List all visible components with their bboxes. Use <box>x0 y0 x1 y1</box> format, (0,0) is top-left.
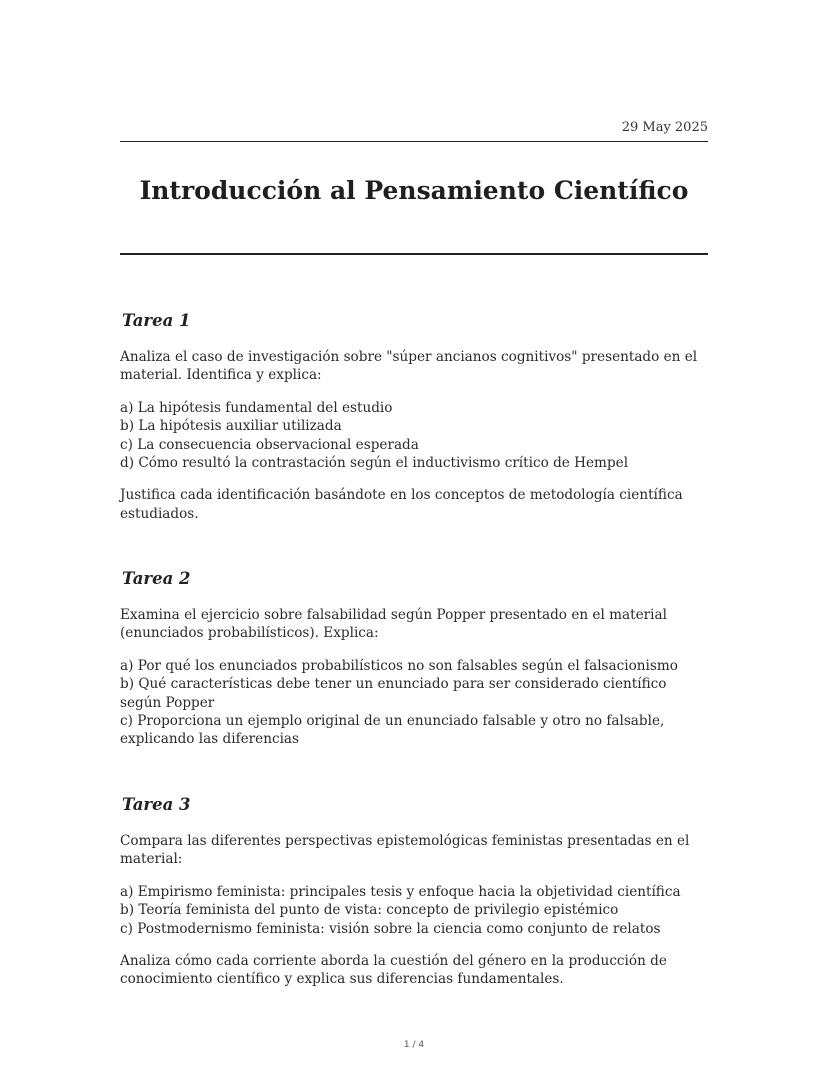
task-item: a) Por qué los enunciados probabilísticos no son falsables según el falsacionismo <box>120 657 678 674</box>
task-item: a) La hipótesis fundamental del estudio <box>120 399 393 416</box>
task-item-list <box>120 657 708 749</box>
task-item: a) Empirismo feminista: principales tesis y enfoque hacia la objetividad científica <box>120 883 681 900</box>
task-item: d) Cómo resultó la contrastación según el inductivismo crítico de Hempel <box>120 455 629 472</box>
task-closing: Justifica cada identificación basándote en los conceptos de metodología científica estudiados. <box>120 487 683 522</box>
task-intro: Analiza el caso de investigación sobre "súper ancianos cognitivos" presentado en el material. Identifica y explica: <box>120 349 698 384</box>
task-section-3 <box>120 794 708 1003</box>
document-page <box>120 0 708 1071</box>
task-intro: Examina el ejercicio sobre falsabilidad según Popper presentado en el material (enunciados probabilísticos). Explica: <box>120 607 667 642</box>
title-rule <box>120 253 708 255</box>
document-date: 29 May 2025 <box>621 120 708 135</box>
task-heading: Tarea 1 <box>122 311 191 330</box>
task-item: b) Teoría feminista del punto de vista: concepto de privilegio epistémico <box>120 902 619 919</box>
task-section-2 <box>120 568 708 763</box>
task-item: c) Proporciona un ejemplo original de un enunciado falsable y otro no falsable, explicando las diferencias <box>120 713 665 748</box>
task-item-list <box>120 883 708 938</box>
task-heading: Tarea 3 <box>122 795 191 814</box>
task-item-list <box>120 399 708 473</box>
task-item: b) Qué características debe tener un enunciado para ser considerado científico según Popper <box>120 676 667 711</box>
page-indicator: 1 / 4 <box>403 1040 425 1050</box>
task-item: c) La consecuencia observacional esperada <box>120 436 419 453</box>
task-item: c) Postmodernismo feminista: visión sobre la ciencia como conjunto de relatos <box>120 920 661 937</box>
task-closing: Analiza cómo cada corriente aborda la cuestión del género en la producción de conocimiento científico y explica sus diferencias fundamentales. <box>120 953 667 988</box>
task-heading: Tarea 2 <box>122 569 191 588</box>
task-intro: Compara las diferentes perspectivas epistemológicas feministas presentadas en el material: <box>120 833 690 868</box>
task-item: b) La hipótesis auxiliar utilizada <box>120 418 342 435</box>
task-section-1 <box>120 310 708 537</box>
header-rule <box>120 141 708 142</box>
document-title: Introducción al Pensamiento Científico <box>139 176 689 205</box>
